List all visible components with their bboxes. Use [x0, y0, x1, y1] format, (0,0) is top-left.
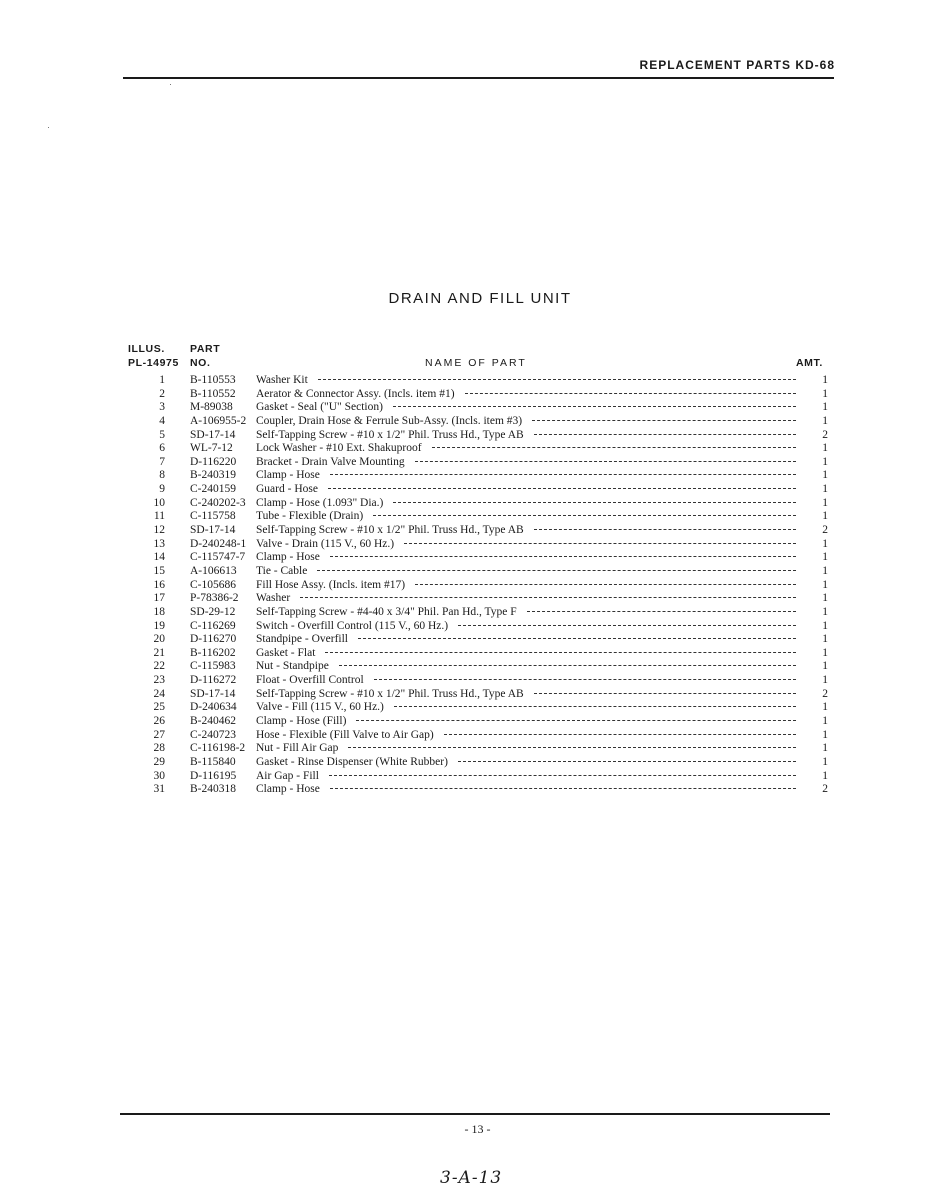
- part-column-header: [190, 342, 220, 370]
- table-row: [128, 483, 828, 497]
- amount: 1: [822, 387, 828, 400]
- illus-number: 27: [153, 728, 165, 741]
- part-number: WL-7-12: [190, 442, 233, 455]
- page-number: - 13 -: [464, 1122, 491, 1136]
- part-name-cell: [256, 456, 804, 470]
- dashed-leader: [374, 679, 796, 680]
- part-number: B-240319: [190, 469, 236, 482]
- dashed-leader: [532, 420, 796, 421]
- part-name: Clamp - Hose: [256, 551, 320, 564]
- table-row: [128, 742, 828, 756]
- parts-list: [128, 374, 828, 797]
- part-number: P-78386-2: [190, 592, 239, 605]
- table-row: [128, 701, 828, 715]
- table-row: [128, 415, 828, 429]
- dashed-leader: [317, 570, 796, 571]
- dashed-leader: [444, 734, 796, 735]
- table-row: [128, 729, 828, 743]
- part-number: C-116269: [190, 619, 236, 632]
- dashed-leader: [415, 461, 796, 462]
- dashed-leader: [373, 515, 796, 516]
- part-number: B-115840: [190, 755, 236, 768]
- part-name: Clamp - Hose (Fill): [256, 715, 347, 728]
- part-number: SD-17-14: [190, 524, 236, 537]
- illus-number: 11: [153, 510, 165, 523]
- part-number: M-89038: [190, 401, 233, 414]
- running-head: REPLACEMENT PARTS KD-68: [639, 58, 835, 72]
- part-number: D-116220: [190, 455, 237, 468]
- part-name-cell: [256, 783, 804, 797]
- part-name: Standpipe - Overfill: [256, 633, 348, 646]
- part-name-cell: [256, 538, 804, 552]
- part-name: Guard - Hose: [256, 483, 318, 496]
- illus-number: 24: [153, 687, 165, 700]
- amount: 1: [822, 496, 828, 509]
- part-name: Self-Tapping Screw - #10 x 1/2" Phil. Truss Hd., Type AB: [256, 687, 524, 700]
- table-row: [128, 510, 828, 524]
- part-name-cell: [256, 701, 804, 715]
- part-name-cell: [256, 415, 804, 429]
- part-name-cell: [256, 497, 804, 511]
- part-number: A-106955-2: [190, 414, 247, 427]
- part-number: D-116272: [190, 674, 237, 687]
- amount: 1: [822, 646, 828, 659]
- amount: 1: [822, 728, 828, 741]
- dashed-leader: [329, 775, 796, 776]
- amount: 1: [822, 701, 828, 714]
- table-row: [128, 606, 828, 620]
- scan-speck: [170, 84, 171, 85]
- part-number: C-115983: [190, 660, 236, 673]
- dashed-leader: [393, 406, 796, 407]
- part-name-cell: [256, 770, 804, 784]
- illus-number: 19: [153, 619, 165, 632]
- dashed-leader: [465, 393, 796, 394]
- part-name: Washer Kit: [256, 374, 308, 386]
- part-name: Bracket - Drain Valve Mounting: [256, 455, 405, 468]
- dashed-leader: [358, 638, 796, 639]
- table-row: [128, 388, 828, 402]
- table-row: [128, 374, 828, 388]
- amount: 1: [822, 578, 828, 591]
- part-name-cell: [256, 374, 804, 388]
- dashed-leader: [330, 788, 796, 789]
- table-row: [128, 551, 828, 565]
- header-rule: [123, 77, 834, 79]
- amount: 1: [822, 483, 828, 496]
- illus-column-header: [128, 342, 179, 370]
- table-row: [128, 524, 828, 538]
- part-name-cell: [256, 742, 804, 756]
- dashed-leader: [325, 652, 796, 653]
- part-number: D-240248-1: [190, 537, 247, 550]
- table-row: [128, 674, 828, 688]
- dashed-leader: [458, 761, 796, 762]
- dashed-leader: [356, 720, 796, 721]
- illus-number: 28: [153, 742, 165, 755]
- illus-number: 16: [153, 578, 165, 591]
- part-name-cell: [256, 483, 804, 497]
- part-name: Clamp - Hose: [256, 783, 320, 796]
- amount: 1: [822, 442, 828, 455]
- table-row: [128, 442, 828, 456]
- part-name-cell: [256, 660, 804, 674]
- part-name: Lock Washer - #10 Ext. Shakuproof: [256, 442, 422, 455]
- part-number: D-116195: [190, 769, 237, 782]
- part-number: D-116270: [190, 633, 237, 646]
- section-title: DRAIN AND FILL UNIT: [388, 290, 572, 307]
- part-name: Self-Tapping Screw - #10 x 1/2" Phil. Truss Hd., Type AB: [256, 428, 524, 441]
- illus-number: 4: [159, 414, 165, 427]
- dashed-leader: [330, 556, 796, 557]
- table-row: [128, 401, 828, 415]
- part-number: C-116198-2: [190, 742, 246, 755]
- illus-number: 22: [153, 660, 165, 673]
- amount: 1: [822, 755, 828, 768]
- part-name: Fill Hose Assy. (Incls. item #17): [256, 578, 406, 591]
- illus-number: 26: [153, 715, 165, 728]
- dashed-leader: [404, 543, 796, 544]
- part-name-cell: [256, 592, 804, 606]
- part-name-cell: [256, 524, 804, 538]
- part-name-cell: [256, 674, 804, 688]
- part-name: Tie - Cable: [256, 564, 308, 577]
- part-name: Washer: [256, 592, 291, 605]
- illus-number: 29: [153, 755, 165, 768]
- table-row: [128, 579, 828, 593]
- table-row: [128, 715, 828, 729]
- part-name: Gasket - Seal ("U" Section): [256, 401, 383, 414]
- illus-number: 2: [159, 387, 165, 400]
- amount: 2: [822, 783, 828, 796]
- illus-number: 9: [159, 483, 165, 496]
- amount: 2: [822, 524, 828, 537]
- part-name-cell: [256, 579, 804, 593]
- table-row: [128, 783, 828, 797]
- part-number: B-240318: [190, 783, 236, 796]
- illus-number: 30: [153, 769, 165, 782]
- scan-speck: [48, 127, 49, 128]
- amount: 1: [822, 769, 828, 782]
- dashed-leader: [393, 502, 796, 503]
- amount: 1: [822, 592, 828, 605]
- part-name-cell: [256, 388, 804, 402]
- dashed-leader: [432, 447, 796, 448]
- dashed-leader: [415, 584, 796, 585]
- part-number: SD-29-12: [190, 605, 236, 618]
- table-row: [128, 497, 828, 511]
- dashed-leader: [534, 529, 796, 530]
- table-row: [128, 688, 828, 702]
- amount: 1: [822, 660, 828, 673]
- part-name: Valve - Drain (115 V., 60 Hz.): [256, 537, 395, 550]
- part-name: Coupler, Drain Hose & Ferrule Sub-Assy. (Incls. item #3): [256, 414, 523, 427]
- table-row: [128, 633, 828, 647]
- part-name: Clamp - Hose: [256, 469, 320, 482]
- part-number: SD-17-14: [190, 428, 236, 441]
- table-row: [128, 592, 828, 606]
- part-name-cell: [256, 551, 804, 565]
- dashed-leader: [534, 434, 796, 435]
- dashed-leader: [527, 611, 796, 612]
- part-number: C-115747-7: [190, 551, 246, 564]
- amount: 1: [822, 414, 828, 427]
- part-name-cell: [256, 401, 804, 415]
- illus-number: 25: [153, 701, 165, 714]
- dashed-leader: [394, 706, 796, 707]
- part-header-line1: PART: [190, 343, 221, 355]
- illus-number: 1: [159, 374, 165, 386]
- illus-number: 31: [153, 783, 165, 796]
- amount: 1: [822, 715, 828, 728]
- part-number: B-116202: [190, 646, 236, 659]
- part-name: Valve - Fill (115 V., 60 Hz.): [256, 701, 384, 714]
- dashed-leader: [339, 665, 796, 666]
- table-row: [128, 756, 828, 770]
- part-number: C-240723: [190, 728, 236, 741]
- part-name: Self-Tapping Screw - #4-40 x 3/4" Phil. Pan Hd., Type F: [256, 605, 517, 618]
- amount: 1: [822, 674, 828, 687]
- part-name-cell: [256, 469, 804, 483]
- part-name-cell: [256, 715, 804, 729]
- part-name-cell: [256, 442, 804, 456]
- part-name-cell: [256, 729, 804, 743]
- part-name: Tube - Flexible (Drain): [256, 510, 364, 523]
- part-number: C-105686: [190, 578, 236, 591]
- illus-number: 8: [159, 469, 165, 482]
- part-name: Air Gap - Fill: [256, 769, 319, 782]
- illus-number: 23: [153, 674, 165, 687]
- amount: 1: [822, 619, 828, 632]
- illus-number: 14: [153, 551, 165, 564]
- table-row: [128, 456, 828, 470]
- dashed-leader: [300, 597, 796, 598]
- name-column-header: NAME OF PART: [425, 357, 527, 369]
- part-number: B-240462: [190, 715, 236, 728]
- dashed-leader: [458, 625, 796, 626]
- illus-number: 5: [159, 428, 165, 441]
- amount: 1: [822, 605, 828, 618]
- part-name-cell: [256, 756, 804, 770]
- illus-number: 12: [153, 524, 165, 537]
- part-name: Nut - Fill Air Gap: [256, 742, 339, 755]
- part-name-cell: [256, 620, 804, 634]
- illus-number: 13: [153, 537, 165, 550]
- table-row: [128, 620, 828, 634]
- part-name: Gasket - Flat: [256, 646, 316, 659]
- illus-number: 18: [153, 605, 165, 618]
- table-row: [128, 429, 828, 443]
- part-number: C-240202-3: [190, 496, 246, 509]
- amount: 1: [822, 551, 828, 564]
- amount: 1: [822, 374, 828, 386]
- part-name-cell: [256, 606, 804, 620]
- illus-number: 3: [159, 401, 165, 414]
- table-row: [128, 660, 828, 674]
- illus-header-line1: ILLUS.: [128, 343, 165, 355]
- illus-number: 7: [159, 455, 165, 468]
- part-number: B-110553: [190, 374, 236, 386]
- amount: 1: [822, 510, 828, 523]
- amount: 1: [822, 537, 828, 550]
- part-name-cell: [256, 633, 804, 647]
- dashed-leader: [330, 474, 796, 475]
- part-name: Clamp - Hose (1.093" Dia.): [256, 496, 384, 509]
- part-name: Float - Overfill Control: [256, 674, 364, 687]
- dashed-leader: [534, 693, 796, 694]
- part-number: D-240634: [190, 701, 237, 714]
- dashed-leader: [318, 379, 796, 380]
- part-name: Self-Tapping Screw - #10 x 1/2" Phil. Truss Hd., Type AB: [256, 524, 524, 537]
- illus-number: 21: [153, 646, 165, 659]
- illus-number: 17: [153, 592, 165, 605]
- table-row: [128, 538, 828, 552]
- part-name: Hose - Flexible (Fill Valve to Air Gap): [256, 728, 434, 741]
- part-number: A-106613: [190, 564, 237, 577]
- part-number: B-110552: [190, 387, 236, 400]
- amount: 1: [822, 455, 828, 468]
- part-number: C-115758: [190, 510, 236, 523]
- illus-number: 20: [153, 633, 165, 646]
- footer-rule: [120, 1113, 830, 1115]
- amount: 2: [822, 687, 828, 700]
- illus-header-line2: PL-14975: [128, 357, 179, 369]
- part-name-cell: [256, 429, 804, 443]
- part-number: SD-17-14: [190, 687, 236, 700]
- amount: 1: [822, 742, 828, 755]
- part-name-cell: [256, 647, 804, 661]
- part-name: Nut - Standpipe: [256, 660, 329, 673]
- table-row: [128, 565, 828, 579]
- dashed-leader: [328, 488, 796, 489]
- table-row: [128, 770, 828, 784]
- part-name: Switch - Overfill Control (115 V., 60 Hz.): [256, 619, 449, 632]
- amount: 1: [822, 633, 828, 646]
- part-number: C-240159: [190, 483, 236, 496]
- illus-number: 10: [153, 496, 165, 509]
- illus-number: 15: [153, 564, 165, 577]
- dashed-leader: [348, 747, 796, 748]
- amt-column-header: AMT.: [796, 357, 823, 369]
- part-name-cell: [256, 688, 804, 702]
- handwritten-reference: 3-A-13: [440, 1168, 503, 1188]
- amount: 1: [822, 469, 828, 482]
- amount: 1: [822, 401, 828, 414]
- amount: 2: [822, 428, 828, 441]
- part-name-cell: [256, 565, 804, 579]
- table-row: [128, 469, 828, 483]
- table-row: [128, 647, 828, 661]
- part-header-line2: NO.: [190, 357, 211, 369]
- part-name-cell: [256, 510, 804, 524]
- amount: 1: [822, 564, 828, 577]
- part-name: Aerator & Connector Assy. (Incls. item #1): [256, 387, 455, 400]
- part-name: Gasket - Rinse Dispenser (White Rubber): [256, 755, 448, 768]
- illus-number: 6: [159, 442, 165, 455]
